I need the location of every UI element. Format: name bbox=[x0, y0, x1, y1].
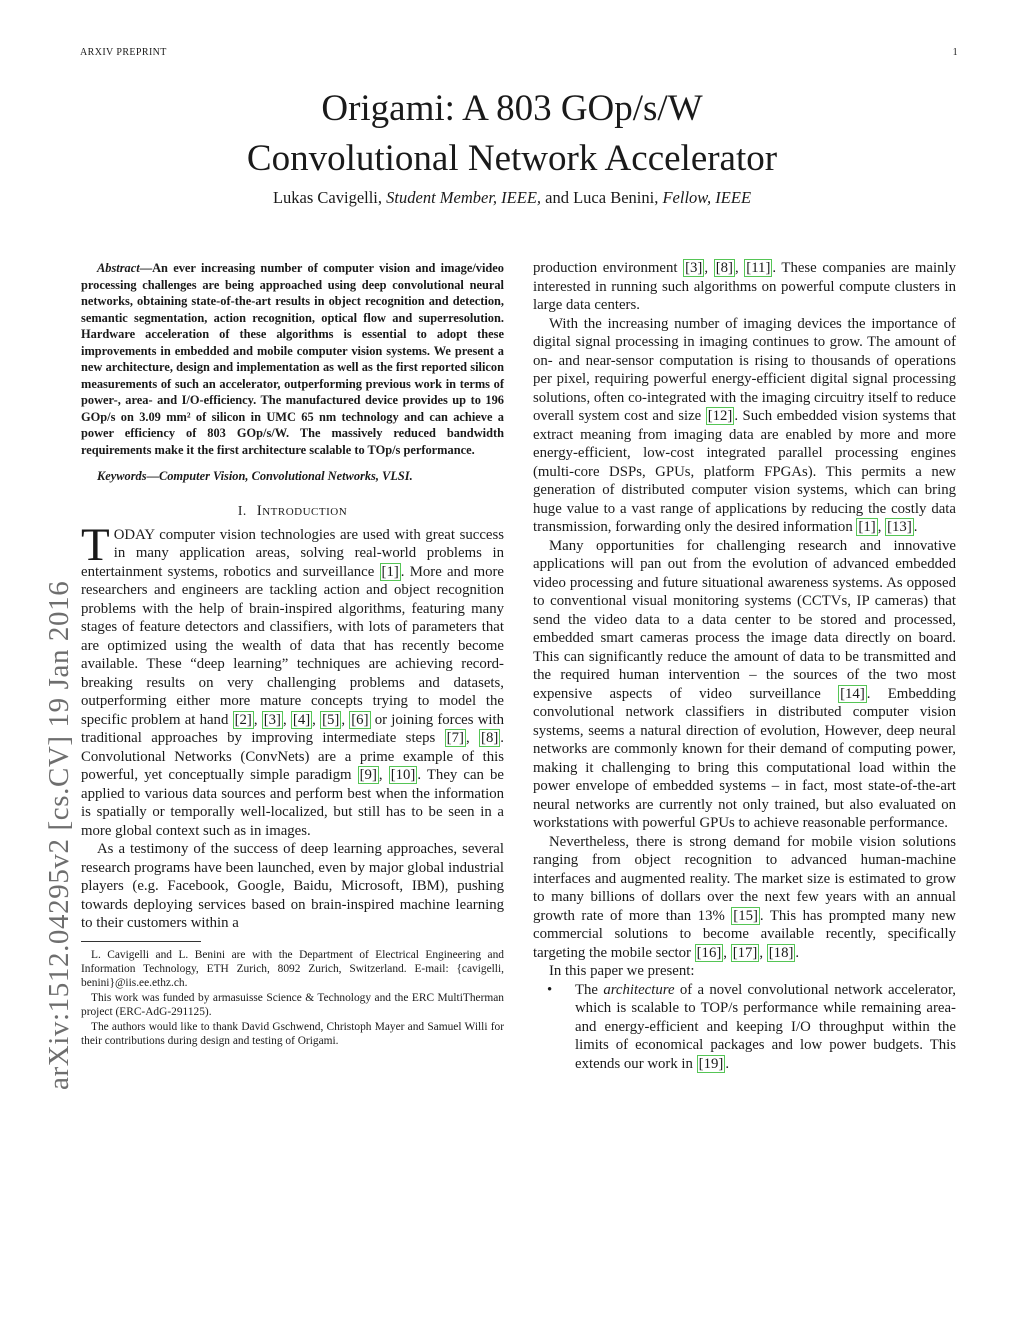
paper-title bbox=[0, 84, 1024, 184]
keywords bbox=[97, 468, 504, 485]
body-text: . This has prompted many new commercial solutions to become available recently, specifically targeting the mobile sector bbox=[533, 907, 956, 961]
author-line bbox=[0, 188, 1024, 208]
citation-link[interactable]: [15] bbox=[733, 907, 758, 924]
body-text: . These companies are mainly interested in running such algorithms on powerful compute clusters in large data centers. bbox=[533, 260, 956, 313]
citation-link[interactable]: [3] bbox=[685, 260, 703, 276]
citation-link[interactable]: [5] bbox=[322, 711, 340, 728]
author-2-role: Fellow, IEEE bbox=[662, 188, 752, 207]
citation-link[interactable]: [10] bbox=[390, 767, 416, 783]
drop-cap: T bbox=[81, 518, 110, 571]
citation-link[interactable]: [16] bbox=[696, 944, 722, 961]
citation-link[interactable]: [18] bbox=[768, 944, 794, 961]
citation-link[interactable]: [17] bbox=[732, 944, 758, 961]
punct: . bbox=[795, 944, 800, 961]
intro-paragraph-1 bbox=[81, 518, 505, 841]
intro-text: or joining forces with traditional approaches by improving intermediate steps bbox=[81, 711, 505, 746]
keywords-text: —Computer Vision, Convolutional Networks, VLSI. bbox=[146, 469, 413, 483]
punct: , bbox=[704, 260, 714, 276]
author-2: and Luca Benini, bbox=[541, 188, 663, 207]
body-text: production environment bbox=[533, 260, 684, 276]
abstract-text: —An ever increasing number of computer vision and image/video processing challenges are being approached using deep convolutional neural networks, obtaining state-of-the-art results in object recognition and detection, semantic segmentation, action recognition, optical flow and superresolution. Hardware acceleration of these algorithms is essential to adopt these improvements in embedded and mobile computer vision systems. We present a new architecture, design and implementation as well as the first reported silicon measurements of such an accelerator, outperforming previous work in terms of power-, area- and I/O-efficiency. The manufactured device provides up to 196 GOp/s on 3.09 mm² of silicon in UMC 65 nm technology and can achieve a power efficiency of 803 GOp/s/W. The massively reduced bandwidth requirements make it the first architecture scalable to TOp/s performance. bbox=[81, 261, 504, 457]
right-paragraph-5: In this paper we present: bbox=[549, 963, 695, 979]
keywords-label: Keywords bbox=[97, 469, 147, 483]
body-text: Nevertheless, there is strong demand for mobile vision solutions ranging from object recognition to advanced human-machine interfaces and augmented reality. The market size is estimated to grow to many billions of dollars over the next few years with an annual growth rate of more than 13% bbox=[533, 833, 956, 924]
body-text: . Embedding convolutional network classifiers in distributed computer vision systems, seems a natural direction of evolution, However, deep neural networks are commonly known for their demand of computing power, making it challenging to bring this computational load within the power envelope of embedded systems – in fact, most state-of-the-art neural networks are currently not only trained, but also evaluated on workstations with powerful GPUs to achieve reasonable performance. bbox=[533, 685, 956, 831]
right-paragraph-3 bbox=[533, 537, 956, 833]
bullet-dot-icon: • bbox=[547, 981, 553, 998]
section-title: Introduction bbox=[256, 502, 348, 519]
intro-paragraph-2: As a testimony of the success of deep learning approaches, several research programs have been launched, even by major global industrial players (e.g. Facebook, Google, Baidu, Microsoft, IBM), pushing towards deploying services based on brain-inspired machine learning to their customers within a bbox=[81, 841, 504, 931]
citation-link[interactable]: [19] bbox=[698, 1055, 724, 1072]
section-heading bbox=[81, 503, 504, 520]
right-paragraph-1 bbox=[533, 259, 956, 315]
right-paragraph-2 bbox=[533, 315, 956, 537]
citation-link[interactable]: [3] bbox=[263, 711, 281, 728]
section-numeral: I. bbox=[237, 502, 247, 518]
citation-link[interactable]: [13] bbox=[887, 519, 912, 535]
citation-link[interactable]: [6] bbox=[351, 711, 369, 728]
bullet-emphasis: architecture bbox=[603, 981, 675, 998]
abstract bbox=[81, 260, 504, 458]
punct: , bbox=[759, 944, 767, 961]
body-text: Many opportunities for challenging research and innovative applications will pan out from the evolution of advanced embedded video processing and future situational awareness systems. As opposed to conventional visual monitoring systems (CCTVs, IP cameras) that send the video data to a data center to be stored and processed, embedded smart cameras process the image data directly on board. This can significantly reduce the amount of data to be transmitted and the required human intervention – the sources of the two most expensive aspects of video surveillance bbox=[533, 537, 956, 702]
author-1: Lukas Cavigelli, bbox=[272, 188, 387, 207]
punct: , bbox=[341, 711, 350, 728]
footnote-rule bbox=[81, 941, 201, 942]
left-column bbox=[81, 260, 504, 1048]
author-1-role: Student Member, IEEE, bbox=[386, 188, 542, 207]
citation-link[interactable]: [11] bbox=[746, 260, 771, 276]
punct: , bbox=[283, 711, 291, 728]
citation-link[interactable]: [2] bbox=[234, 711, 252, 728]
punct: , bbox=[312, 711, 321, 728]
running-header: ARXIV PREPRINT bbox=[80, 47, 167, 58]
footnote-acknowledgement: The authors would like to thank David Gschwend, Christoph Mayer and Samuel Willi for their contributions during design and testing of Origami. bbox=[81, 1020, 504, 1047]
abstract-label: Abstract bbox=[97, 261, 140, 275]
punct: . bbox=[725, 1055, 730, 1072]
intro-text: ODAY computer vision technologies are used with great success in many application areas, solving real-world problems in entertainment systems, robotics and surveillance bbox=[81, 526, 504, 580]
citation-link[interactable]: [12] bbox=[707, 408, 733, 424]
punct: , bbox=[253, 711, 262, 728]
intro-text: . They can be applied to various data sources and perform best when the information is spatially or temporally well-localized, but still has to be seen in a more global context such as in images. bbox=[81, 767, 504, 839]
citation-link[interactable]: [1] bbox=[858, 519, 876, 535]
citation-link[interactable]: [7] bbox=[446, 730, 464, 746]
citation-link[interactable]: [8] bbox=[715, 260, 733, 276]
title-line-1: Origami: A 803 GOp/s/W bbox=[321, 88, 703, 129]
citation-link[interactable]: [14] bbox=[840, 685, 865, 702]
arxiv-side-stamp: arXiv:1512.04295v2 [cs.CV] 19 Jan 2016 bbox=[43, 580, 75, 1090]
citation-link[interactable]: [4] bbox=[292, 711, 311, 728]
intro-text: . Convolutional Networks (ConvNets) are a prime example of this powerful, yet conceptually simple paradigm bbox=[81, 730, 504, 783]
title-line-2: Convolutional Network Accelerator bbox=[246, 138, 778, 179]
right-column bbox=[533, 259, 956, 1073]
page-number: 1 bbox=[952, 47, 958, 58]
punct: , bbox=[465, 730, 480, 746]
punct: , bbox=[877, 519, 886, 535]
punct: , bbox=[723, 944, 731, 961]
citation-link[interactable]: [8] bbox=[481, 730, 499, 746]
footnote-funding: This work was funded by armasuisse Science & Technology and the ERC MultiTherman project (ERC-AdG-291125). bbox=[81, 991, 504, 1019]
bullet-text: The bbox=[575, 981, 604, 998]
body-text: . Such embedded vision systems that extract meaning from imaging data are enabled by more and more energy-efficient, low-cost integrated parallel processing engines (multi-core DSPs, GPUs, platform FPGAs). This permits a new generation of distributed computer vision systems, which can bring huge value to a vast range of applications by reducing the costly data transmission, forwarding only the desired information bbox=[533, 408, 956, 535]
punct: . bbox=[913, 519, 918, 535]
bullet-text: of a novel convolutional network accelerator, which is scalable to TOP/s performance while remaining area- and energy-efficient and keeping I/O throughput within the limits of economical packages and low power budgets. This extends our work in bbox=[575, 981, 956, 1072]
citation-link[interactable]: [1] bbox=[381, 563, 399, 580]
punct: , bbox=[734, 260, 745, 276]
footnote-affiliation: L. Cavigelli and L. Benini are with the Department of Electrical Engineering and Information Technology, ETH Zurich, 8092 Zurich, Switzerland. E-mail: {cavigelli, benini}@iis.ee.ethz.ch. bbox=[81, 948, 504, 990]
right-paragraph-4 bbox=[533, 833, 956, 963]
contribution-bullet bbox=[533, 981, 956, 1074]
intro-text: . More and more researchers and engineers are tackling action and object recognition problems with the help of brain-inspired algorithms, featuring many stages of feature detectors and classifiers, with lots of parameters that are optimized using the wealth of data that has recently become available. These “deep learning” techniques are achieving record-breaking results on very challenging problems and datasets, outperforming either more mature concepts trying to model the specific problem at hand bbox=[81, 563, 504, 728]
body-text: With the increasing number of imaging devices the importance of digital signal processing in imaging continues to grow. The amount of on- and near-sensor computation is rising to thousands of operations per pixel, requiring powerful energy-efficient digital signal processing solutions, often co-integrated with the imaging circuitry itself to reduce overall system cost and size bbox=[533, 315, 956, 424]
citation-link[interactable]: [9] bbox=[359, 767, 377, 783]
punct: , bbox=[378, 767, 389, 783]
